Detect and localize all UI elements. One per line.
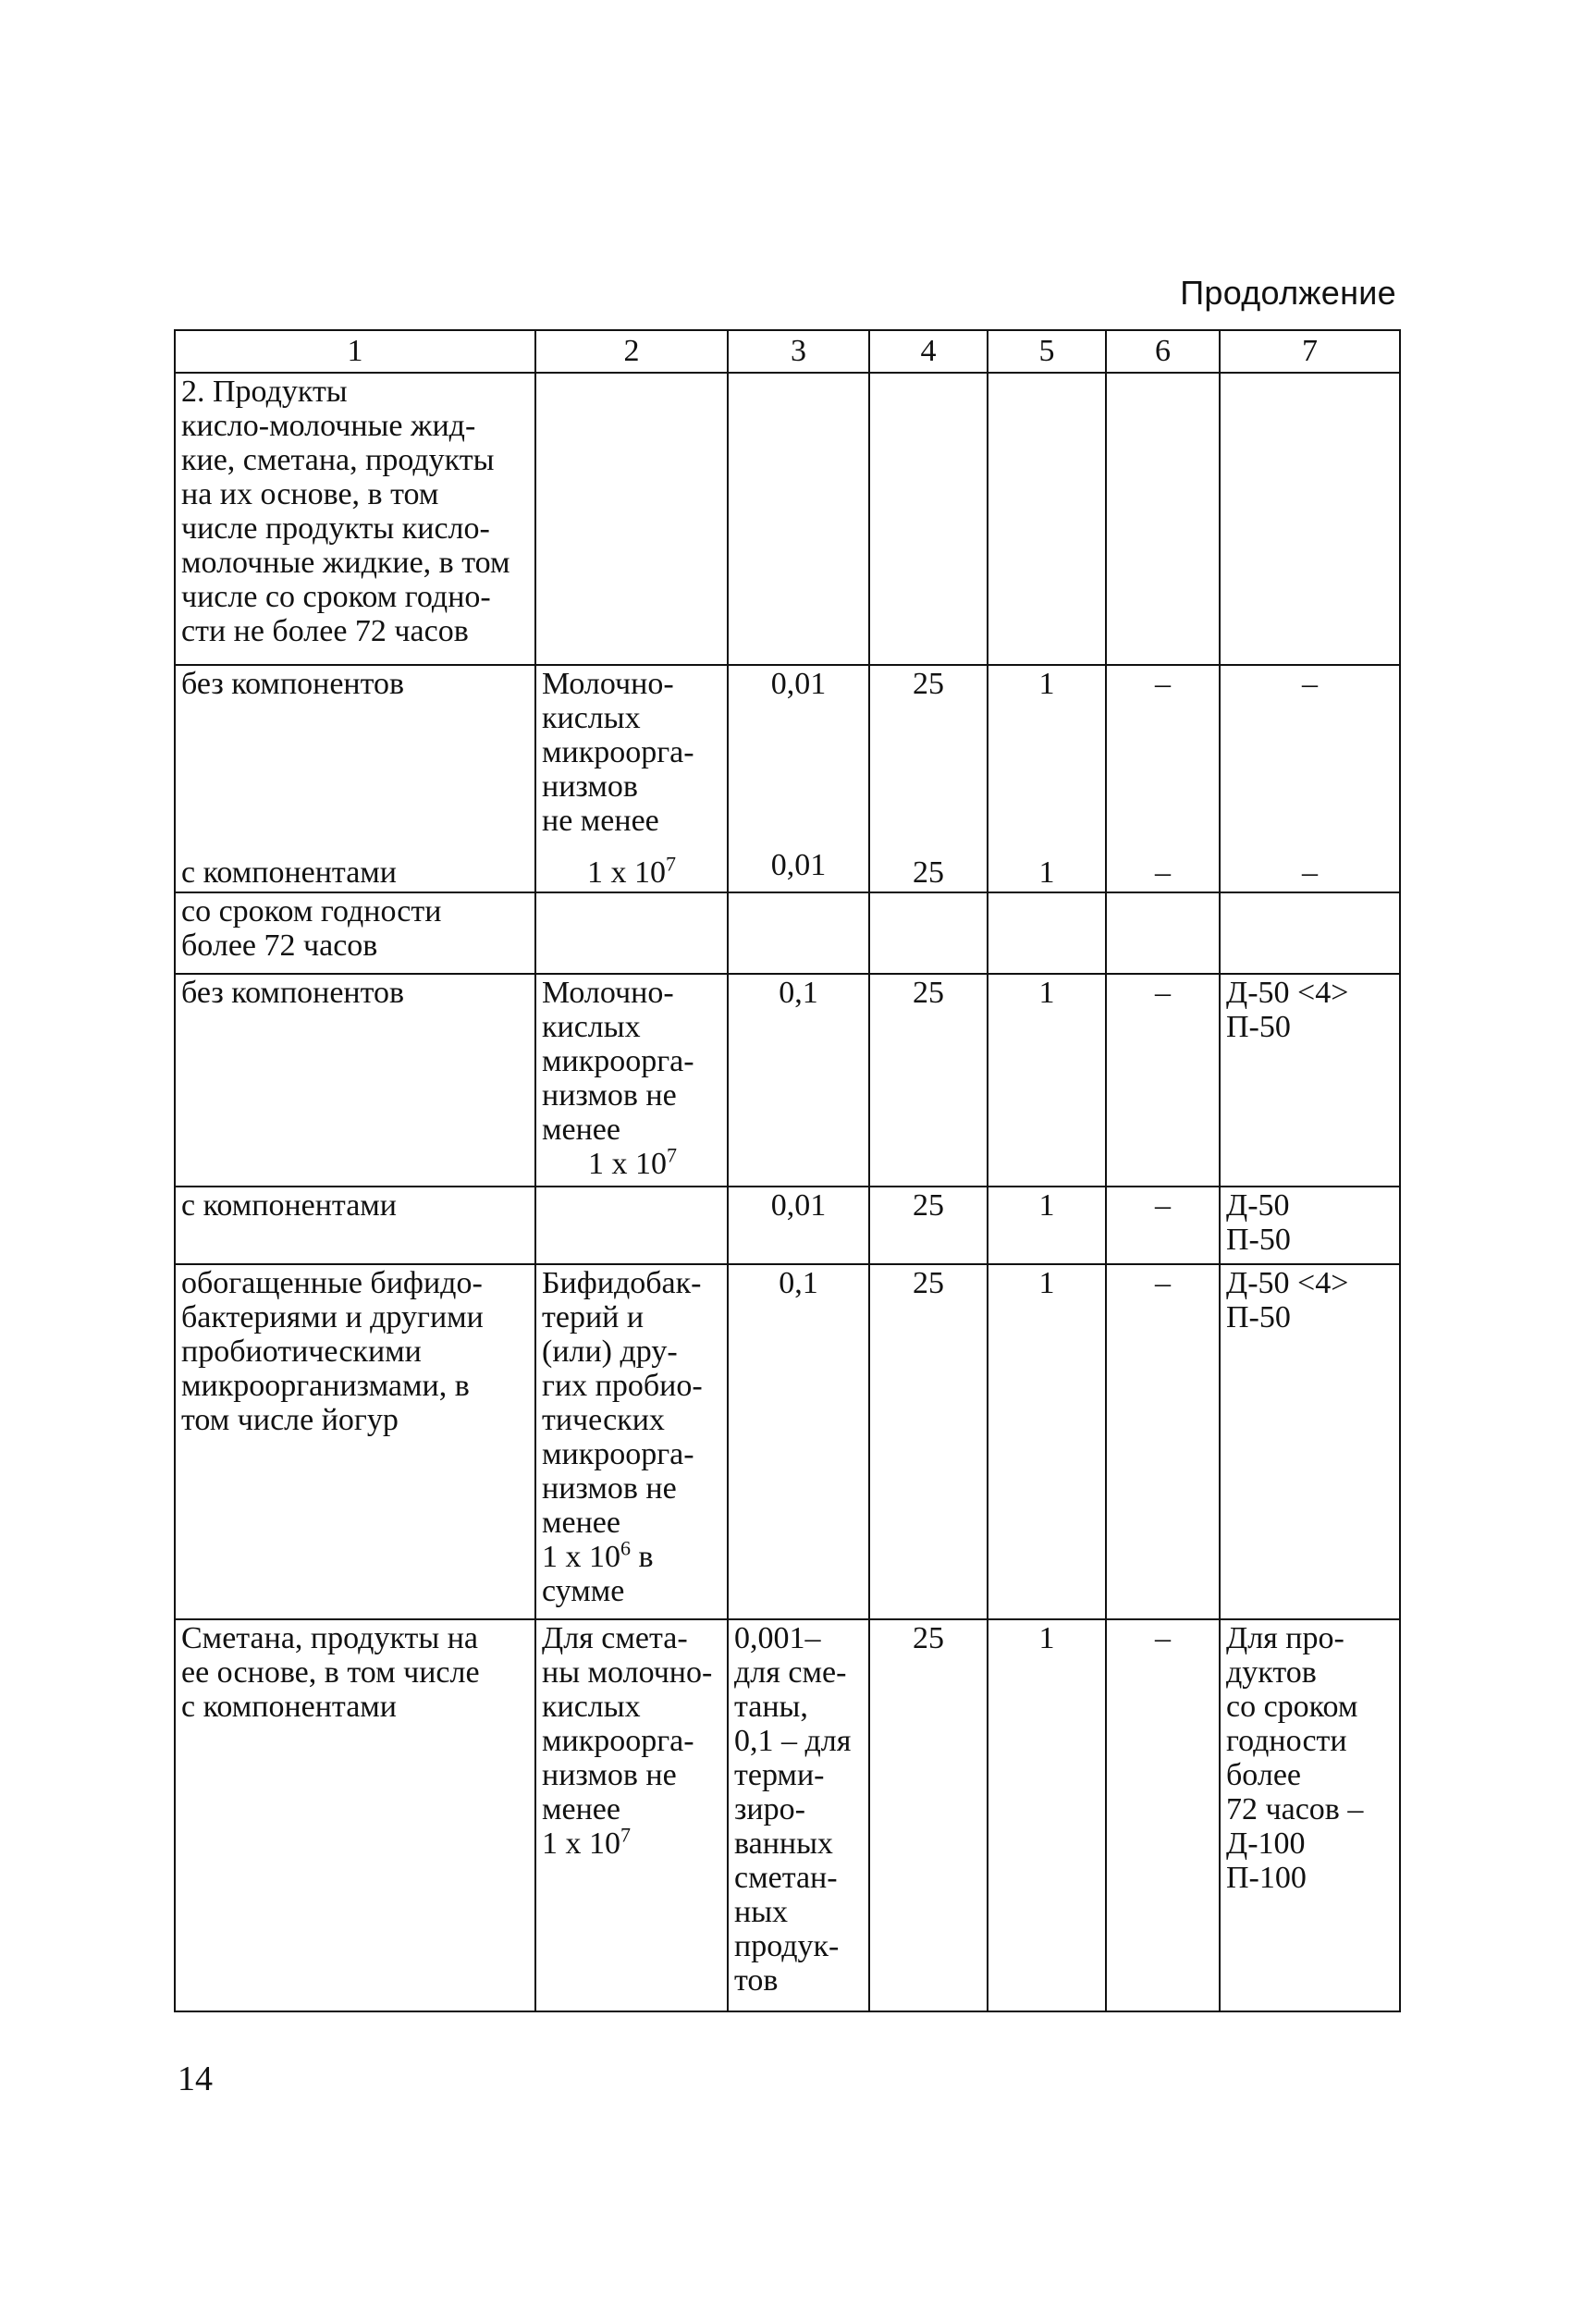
value-cell: 0,001– для сме- таны, 0,1 – для терми- зиро- ванных сметан- ных продук- тов [728,1619,869,2011]
value-cell: – – [1106,665,1220,892]
column-header: 7 [1220,330,1400,373]
product-cell: с компонентами [175,1187,535,1264]
value-cell: 0,1 [728,1264,869,1619]
norm-cell: Д-50 П-50 [1220,1187,1400,1264]
column-header: 2 [535,330,728,373]
column-header: 4 [869,330,988,373]
value-cell: 25 [869,974,988,1187]
value-cell: – – [1220,665,1400,892]
column-header: 6 [1106,330,1220,373]
value-cell: – [1106,1187,1220,1264]
value-cell: 25 25 [869,665,988,892]
page-number: 14 [178,2060,213,2098]
value-cell: – [1106,1619,1220,2011]
norm-cell: Д-50 <4> П-50 [1220,1264,1400,1619]
value-cell: 0,01 0,01 [728,665,869,892]
value-cell: 25 [869,1187,988,1264]
product-cell: без компонентов с компонентами [175,665,535,892]
product-cell: без компонентов [175,974,535,1187]
column-header: 1 [175,330,535,373]
value-cell: 0,1 [728,974,869,1187]
value-cell: – [1106,974,1220,1187]
value-cell: 1 [988,974,1106,1187]
product-cell: Сметана, продукты на ее основе, в том числе с компонентами [175,1619,535,2011]
table-header-row [175,330,1400,373]
column-header: 3 [728,330,869,373]
microorganism-cell: Молочно- кислых микроорга- низмов не менее 1 x $10^7$ [535,974,728,1187]
value-cell: – [1106,1264,1220,1619]
norm-cell: Д-50 <4> П-50 [1220,974,1400,1187]
product-group-cell: со сроком годности более 72 часов [175,892,535,974]
table-row [175,373,1400,665]
norm-cell: Для про- дуктов со сроком годности более 72 часов – Д-100 П-100 [1220,1619,1400,2011]
value-cell: 1 [988,1264,1106,1619]
product-cell: обогащенные бифидо- бактериями и другими пробиотическими микроорганизмами, в том числе йогур [175,1264,535,1619]
value-cell: 1 1 [988,665,1106,892]
microorganism-cell: Бифидобак- терий и (или) дру- гих пробио- тических микроорга- низмов не менее 1 x $10^6$ в сумме [535,1264,728,1619]
table-row [175,1619,1400,2011]
product-group-cell: 2. Продукты кисло-молочные жид- кие, сметана, продукты на их основе, в том числе продукты кисло- молочные жидкие, в том числе со сроком годно- сти не более 72 часов [175,373,535,665]
table-row [175,892,1400,974]
value-cell: 25 [869,1619,988,2011]
value-cell: 0,01 [728,1187,869,1264]
table-row [175,1264,1400,1619]
table-row [175,665,1400,892]
value-cell: 25 [869,1264,988,1619]
value-cell: 1 [988,1187,1106,1264]
requirements-table [174,329,1401,2012]
table-row [175,1187,1400,1264]
table-row [175,974,1400,1187]
continuation-label: Продолжение [1180,274,1396,312]
microorganism-cell: Для смета- ны молочно- кислых микроорга- низмов не менее 1 x $10^7$ [535,1619,728,2011]
value-cell: 1 [988,1619,1106,2011]
microorganism-cell: Молочно- кислых микроорга- низмов не менее 1 x $10^7$ [535,665,728,892]
column-header: 5 [988,330,1106,373]
